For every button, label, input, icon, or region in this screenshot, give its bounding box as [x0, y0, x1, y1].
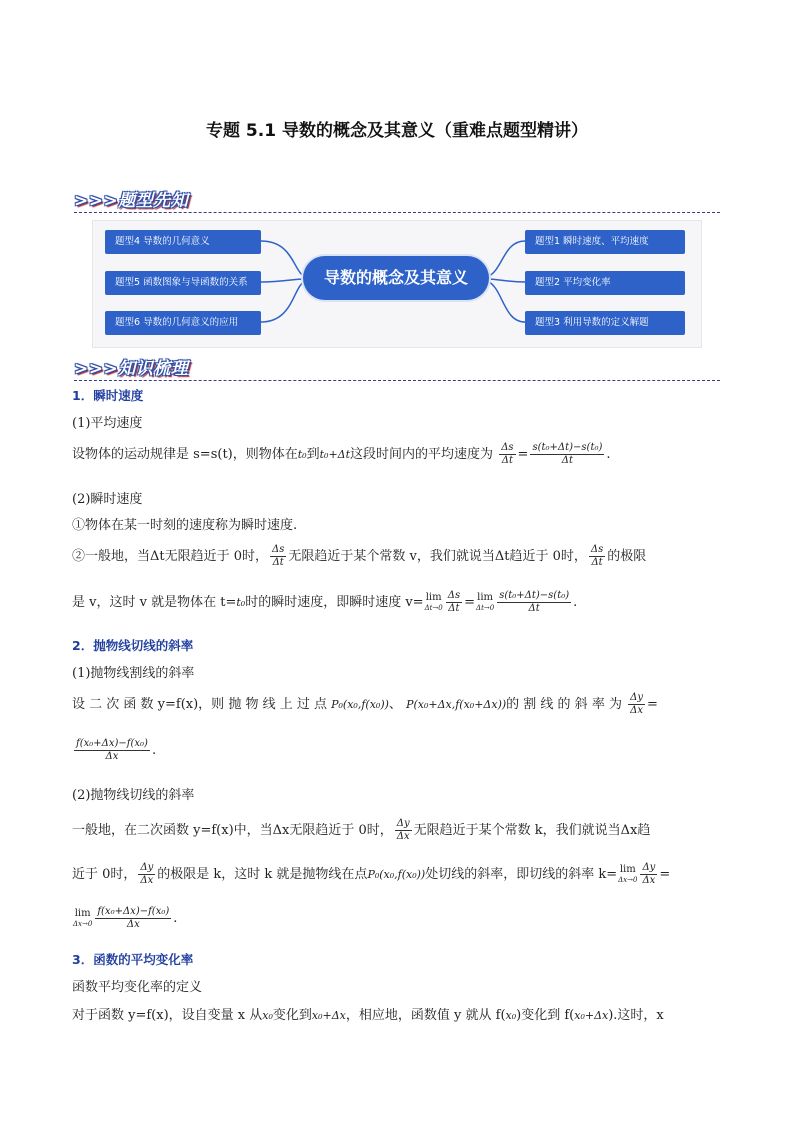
math: x₀: [505, 1009, 517, 1022]
paragraph: ①物体在某一时刻的速度称为瞬时速度.: [72, 518, 298, 533]
fraction: $\frac{\Delta y}{\Delta x}$: [396, 818, 410, 842]
subheading: (1)抛物线割线的斜率: [72, 666, 195, 681]
text: ).这时，x: [608, 1008, 664, 1023]
limit: lim Δx→0: [618, 863, 638, 884]
text: 的极限是 k，这时 k 就是抛物线在点: [157, 867, 368, 882]
math: t₀: [236, 596, 246, 609]
fraction: $\frac{\Delta s}{\Delta t}$: [272, 544, 285, 568]
paragraph: 近于 0时， $\frac{\Delta y}{\Delta x}$ 的极限是 k，这时 k 就是抛物线在点P₀(x₀,f(x₀))处切线的斜率，即切线的斜率 k= lim Δx→0 $\frac{\Delta y}{\Delta x}$ =: [72, 862, 671, 886]
mindmap-node-type5: 题型5 函数图象与导函数的关系: [105, 271, 261, 295]
text: 这段时间内的平均速度为: [350, 447, 494, 462]
section-banner-knowledge: [74, 354, 720, 378]
text: 的 割 线 的 斜 率 为: [506, 697, 622, 712]
limit: lim Δx→0: [73, 907, 93, 928]
text: 处切线的斜率，即切线的斜率 k=: [425, 867, 618, 882]
paragraph: lim Δx→0 $\frac{\text{f(x₀+Δx)−f(x₀)}}{\Delta x}$ .: [73, 906, 178, 930]
paragraph: $\frac{\text{f(x₀+Δx)−f(x₀)}}{\Delta x}$ .: [76, 738, 157, 762]
math: x₀+Δx: [311, 1009, 346, 1022]
text: )变化到 f(: [516, 1008, 575, 1023]
fraction: $\frac{\Delta s}{\Delta t}$: [501, 442, 514, 466]
mindmap-node-type6: 题型6 导数的几何意义的应用: [105, 311, 261, 335]
fraction: $\frac{\text{s(t₀+Δt)−s(t₀)}}{\Delta t}$: [532, 442, 603, 466]
subheading: (2)抛物线切线的斜率: [72, 788, 195, 803]
paragraph: 设物体的运动规律是 s=s(t)，则物体在t₀到t₀+Δt这段时间内的平均速度为 $\frac{\Delta s}{\Delta t}$ = $\frac{\text{s(t₀+Δt)−s(t₀)}}{\Delta t}$ .: [72, 442, 611, 466]
heading-3: 3．函数的平均变化率: [72, 952, 194, 967]
math: x₀: [262, 1009, 273, 1022]
banner-text: >>>题型先知: [74, 191, 189, 211]
mindmap-node-type4: 题型4 导数的几何意义: [105, 230, 261, 254]
dashed-divider: [74, 380, 720, 381]
mindmap-center: 导数的概念及其意义: [303, 256, 489, 300]
heading-2: 2．抛物线切线的斜率: [72, 638, 194, 653]
text: 设 二 次 函 数 y=f(x)，则 抛 物 线 上 过 点: [72, 697, 327, 712]
text: 、: [388, 697, 402, 712]
paragraph: 设 二 次 函 数 y=f(x)，则 抛 物 线 上 过 点 P₀(x₀,f(x₀))、 P(x₀+Δx,f(x₀+Δx))的 割 线 的 斜 率 为 $\frac{\Delta y}{\Delta x}$ =: [72, 692, 658, 716]
section-banner-preview: [74, 186, 720, 210]
paragraph: [72, 544, 646, 569]
heading-1: 1．瞬时速度: [72, 388, 144, 403]
paragraph: [72, 818, 650, 843]
mind-map: [92, 220, 702, 348]
math: t₀+Δt: [319, 448, 351, 461]
fraction: $\frac{\text{s(t₀+Δt)−s(t₀)}}{\Delta t}$: [499, 590, 570, 614]
text: 到: [306, 447, 320, 462]
text: 无限趋近于某个常数 v，我们就说当Δt趋近于 0时，: [288, 549, 587, 564]
paragraph: [72, 1004, 664, 1023]
text: 是 v，这时 v 就是物体在 t=: [72, 595, 237, 610]
subheading: (1)平均速度: [72, 416, 143, 431]
mindmap-node-type3: 题型3 利用导数的定义解题: [525, 311, 685, 335]
fraction: $\frac{\Delta y}{\Delta x}$: [630, 692, 643, 716]
text: 对于函数 y=f(x)，设自变量 x 从: [72, 1008, 263, 1023]
banner-text: >>>知识梳理: [74, 359, 189, 379]
math: P(x₀+Δx,f(x₀+Δx)): [406, 698, 507, 711]
fraction: $\frac{\text{f(x₀+Δx)−f(x₀)}}{\Delta x}$: [76, 738, 148, 762]
text: 变化到: [272, 1008, 312, 1023]
limit: lim Δt→0: [424, 591, 443, 612]
fraction: $\frac{\Delta s}{\Delta t}$: [590, 544, 604, 568]
fraction: $\frac{\Delta y}{\Delta x}$: [140, 862, 154, 886]
text: 时的瞬时速度，即瞬时速度 v=: [245, 595, 424, 610]
fraction: $\frac{\text{f(x₀+Δx)−f(x₀)}}{\Delta x}$: [97, 906, 170, 930]
subheading: (2)瞬时速度: [72, 492, 143, 507]
mindmap-node-type1: 题型1 瞬时速度、平均速度: [525, 230, 685, 254]
math: P₀(x₀,f(x₀)): [331, 698, 389, 711]
text: 无限趋近于某个常数 k，我们就说当Δx趋: [413, 823, 651, 838]
fraction: $\frac{\Delta y}{\Delta x}$: [642, 862, 656, 886]
mindmap-node-type2: 题型2 平均变化率: [525, 271, 685, 295]
fraction: $\frac{\Delta s}{\Delta t}$: [447, 590, 461, 614]
math: P₀(x₀,f(x₀)): [367, 868, 426, 881]
limit: lim Δt→0: [476, 591, 495, 612]
page-title: 专题 5.1 导数的概念及其意义（重难点题型精讲）: [206, 121, 588, 141]
paragraph: 是 v，这时 v 就是物体在 t=t₀时的瞬时速度，即瞬时速度 v= lim Δt→0 $\frac{\Delta s}{\Delta t}$ = lim Δt→0 $\frac{\text{s(t₀+Δt)−s(t₀)}}{\Delta t}$ .: [72, 590, 578, 614]
text: 一般地，在二次函数 y=f(x)中，当Δx无限趋近于 0时，: [72, 823, 393, 838]
subheading: 函数平均变化率的定义: [72, 980, 203, 995]
text: ②一般地，当Δt无限趋近于 0时，: [72, 549, 269, 564]
dashed-divider: [74, 212, 720, 213]
text: 设物体的运动规律是 s=s(t)，则物体在: [72, 447, 298, 462]
text: 近于 0时，: [72, 867, 137, 882]
math: t₀: [297, 448, 307, 461]
text: ，相应地，函数值 y 就从 f(: [345, 1008, 506, 1023]
text: 的极限: [607, 549, 647, 564]
math: x₀+Δx: [574, 1009, 609, 1022]
